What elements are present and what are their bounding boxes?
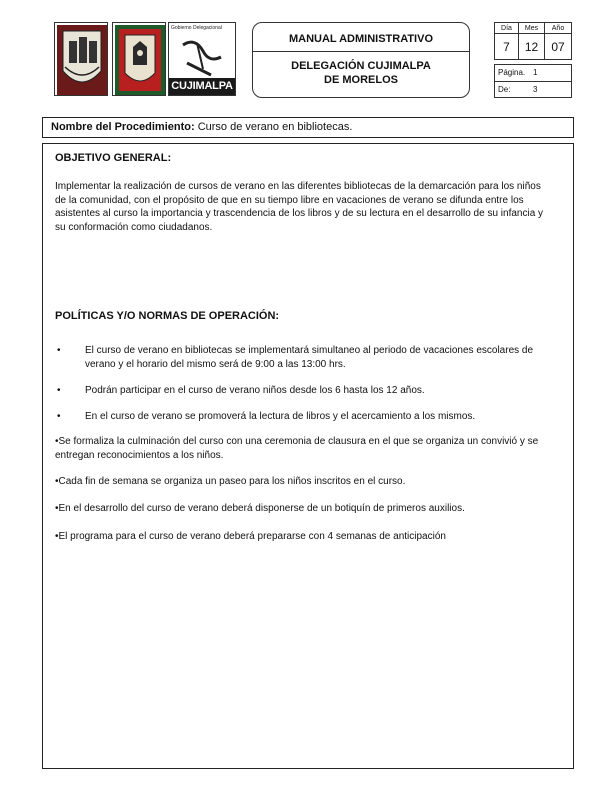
policy-text: En el curso de verano se promoverá la lectura de libros y el acercamiento a los mismos.: [85, 411, 476, 422]
procedure-name-box: [42, 117, 574, 138]
date-day-cell: [495, 23, 519, 59]
date-month-cell: [519, 23, 545, 59]
coat-of-arms-logo: [54, 22, 108, 96]
title-box: [252, 22, 470, 98]
manual-title: MANUAL ADMINISTRATIVO: [288, 33, 433, 45]
bullet-dot: •: [57, 345, 61, 356]
delegation-name: [253, 59, 469, 87]
date-table: [494, 22, 572, 60]
policy-text: Podrán participar en el curso de verano niños desde los 6 hasta los 12 años.: [85, 385, 425, 396]
bullet-dot: •: [57, 411, 61, 422]
day-value: 7: [503, 40, 510, 54]
title-divider: [253, 51, 469, 52]
month-label: Mes: [519, 23, 544, 34]
year-value: 07: [551, 40, 565, 54]
month-value: 12: [524, 40, 539, 54]
total-pages-label: De:: [498, 85, 511, 94]
objetivo-title: OBJETIVO GENERAL:: [55, 152, 172, 164]
policy-item-4: •El programa para el curso de verano deberá prepararse con 4 semanas de anticipación: [55, 531, 446, 542]
total-pages-row: [495, 82, 571, 98]
page-row: [495, 65, 571, 81]
delegation-shield-logo: [112, 22, 166, 96]
policy-item-3: •En el desarrollo del curso de verano deberá disponerse de un botiquín de primeros auxilios.: [55, 503, 465, 514]
total-pages-value: 3: [533, 85, 538, 94]
delegation-line-1: DELEGACIÓN CUJIMALPA: [291, 60, 431, 72]
procedure-value: Curso de verano en bibliotecas.: [194, 121, 353, 133]
page-label: Página.: [498, 68, 526, 77]
policy-item-1: •Se formaliza la culminación del curso con una ceremonia de clausura en el que se organiza un convivió y se entregan reconocimientos a los niños.: [55, 436, 539, 461]
objetivo-text: Implementar la realización de cursos de verano en las diferentes bibliotecas de la demarcación para los niños de la comunidad, con el propósito de que en su tiempo libre en vacaciones de verano se difunda entre los asistentes al curso la importancia y trascendencia de los libros y de su lectura en el desarrollo de su infancia y su conformación como ciudadanos.: [55, 181, 544, 233]
content-box: [42, 143, 574, 769]
logo-name: CUJIMALPA: [169, 78, 235, 95]
day-label: Día: [495, 23, 518, 34]
year-label: Año: [545, 23, 571, 34]
delegation-line-2: DE MORELOS: [324, 74, 398, 86]
procedure-label: Nombre del Procedimiento:: [51, 121, 195, 133]
date-year-cell: [545, 23, 571, 59]
politicas-title: POLÍTICAS Y/O NORMAS DE OPERACIÓN:: [55, 310, 280, 322]
bullet-dot: •: [57, 385, 61, 396]
logo-caption: Gobierno Delegacional: [171, 25, 222, 31]
page-number-box: [494, 64, 572, 98]
policy-item-2: •Cada fin de semana se organiza un paseo para los niños inscritos en el curso.: [55, 476, 406, 487]
policy-text: El curso de verano en bibliotecas se implementará simultaneo al periodo de vacaciones escolares de verano y el horario del mismo será de 9:00 a las 13:00 hrs.: [85, 345, 534, 370]
cujimalpa-logo: [168, 22, 236, 96]
page-value: 1: [533, 68, 538, 77]
